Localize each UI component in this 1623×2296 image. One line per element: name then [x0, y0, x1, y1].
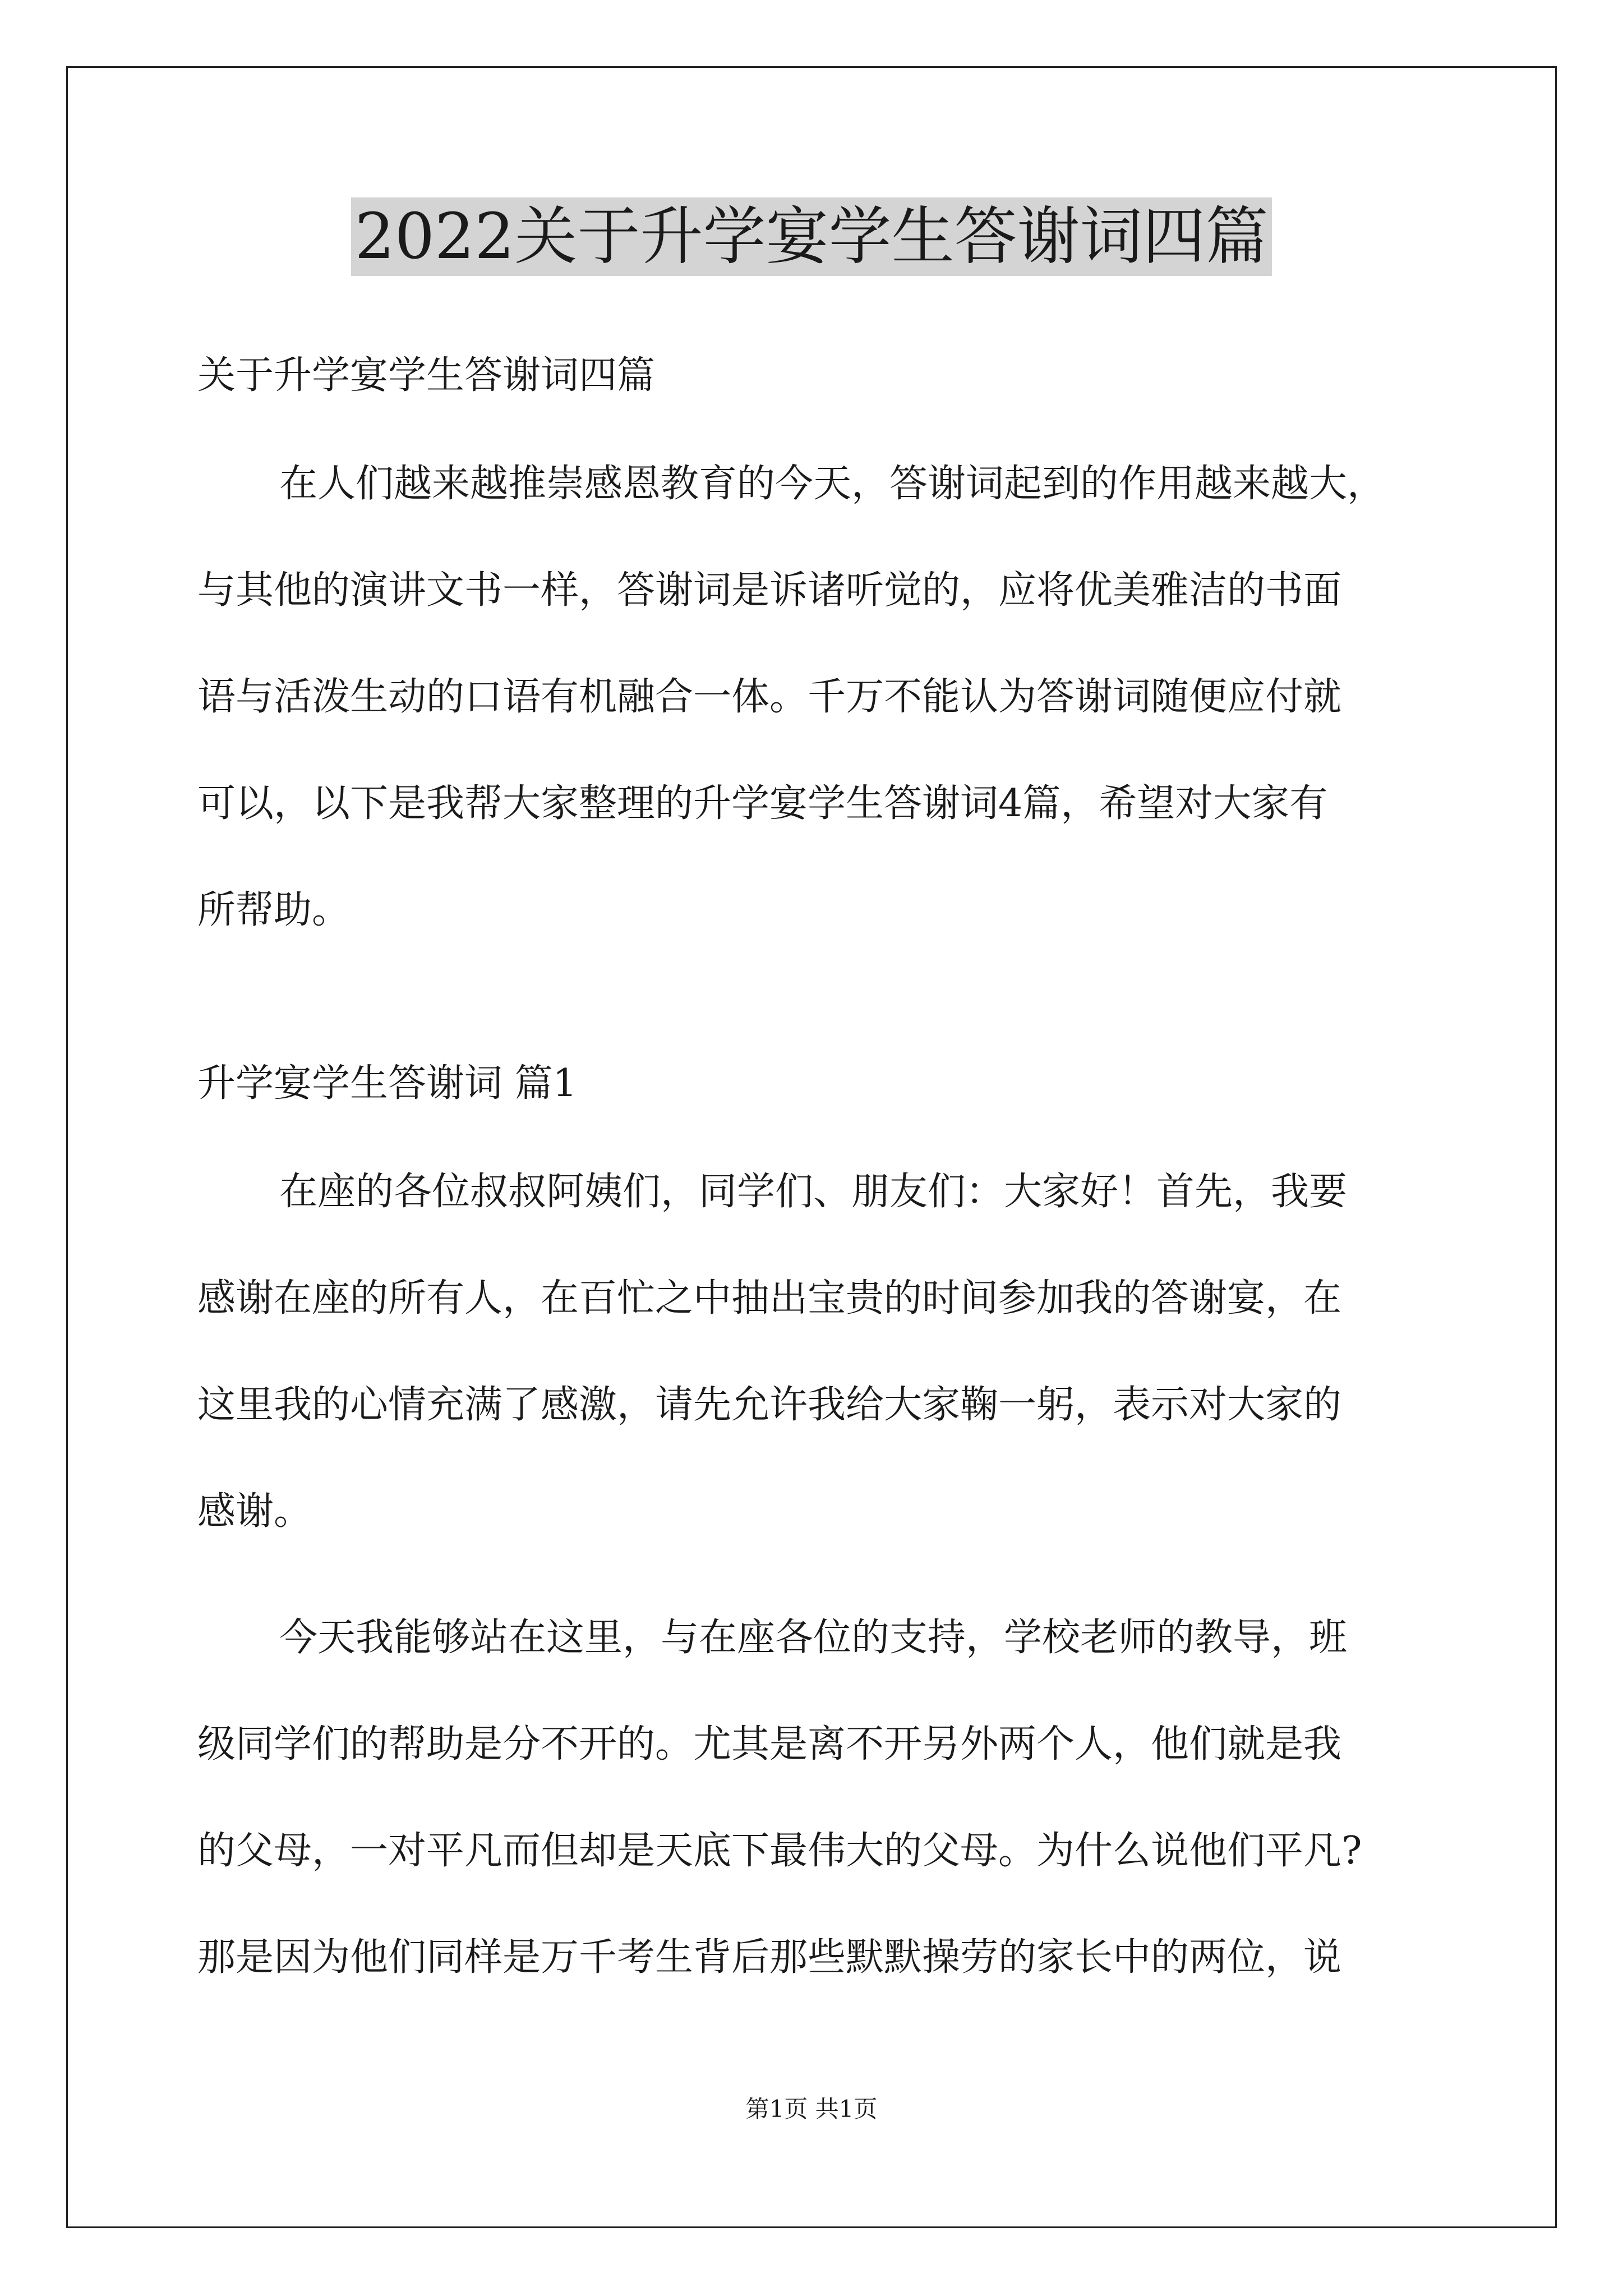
subtitle[interactable]: 关于升学宴学生答谢词四篇: [197, 353, 656, 398]
document-title[interactable]: 2022关于升学宴学生答谢词四篇: [351, 197, 1271, 276]
page-footer: 第1页 共1页: [745, 2095, 878, 2123]
intro-line-1[interactable]: 在人们越来越推崇感恩教育的今天，答谢词起到的作用越来越大，: [279, 462, 1386, 506]
paragraph1-line-1[interactable]: 在座的各位叔叔阿姨们，同学们、朋友们：大家好！首先，我要: [279, 1170, 1348, 1214]
paragraph2-line-4[interactable]: 那是因为他们同样是万千考生背后那些默默操劳的家长中的两位，说: [197, 1935, 1342, 1980]
intro-line-2[interactable]: 与其他的演讲文书一样，答谢词是诉诸听觉的，应将优美雅洁的书面: [197, 568, 1342, 613]
paragraph2-line-2[interactable]: 级同学们的帮助是分不开的。尤其是离不开另外两个人，他们就是我: [197, 1722, 1342, 1766]
title-container: [0, 197, 1623, 276]
intro-line-4[interactable]: 可以，以下是我帮大家整理的升学宴学生答谢词4篇，希望对大家有: [197, 781, 1328, 826]
paragraph2-line-1[interactable]: 今天我能够站在这里，与在座各位的支持，学校老师的教导，班: [279, 1616, 1348, 1660]
intro-line-3[interactable]: 语与活泼生动的口语有机融合一体。千万不能认为答谢词随便应付就: [197, 675, 1342, 719]
paragraph2-line-3[interactable]: 的父母，一对平凡而但却是天底下最伟大的父母。为什么说他们平凡?: [197, 1829, 1362, 1873]
paragraph1-line-4[interactable]: 感谢。: [197, 1489, 312, 1534]
intro-line-5[interactable]: 所帮助。: [197, 888, 351, 932]
paragraph1-line-3[interactable]: 这里我的心情充满了感激，请先允许我给大家鞠一躬，表示对大家的: [197, 1383, 1342, 1427]
paragraph1-line-2[interactable]: 感谢在座的所有人，在百忙之中抽出宝贵的时间参加我的答谢宴，在: [197, 1276, 1342, 1320]
section-heading[interactable]: 升学宴学生答谢词 篇1: [197, 1061, 577, 1106]
